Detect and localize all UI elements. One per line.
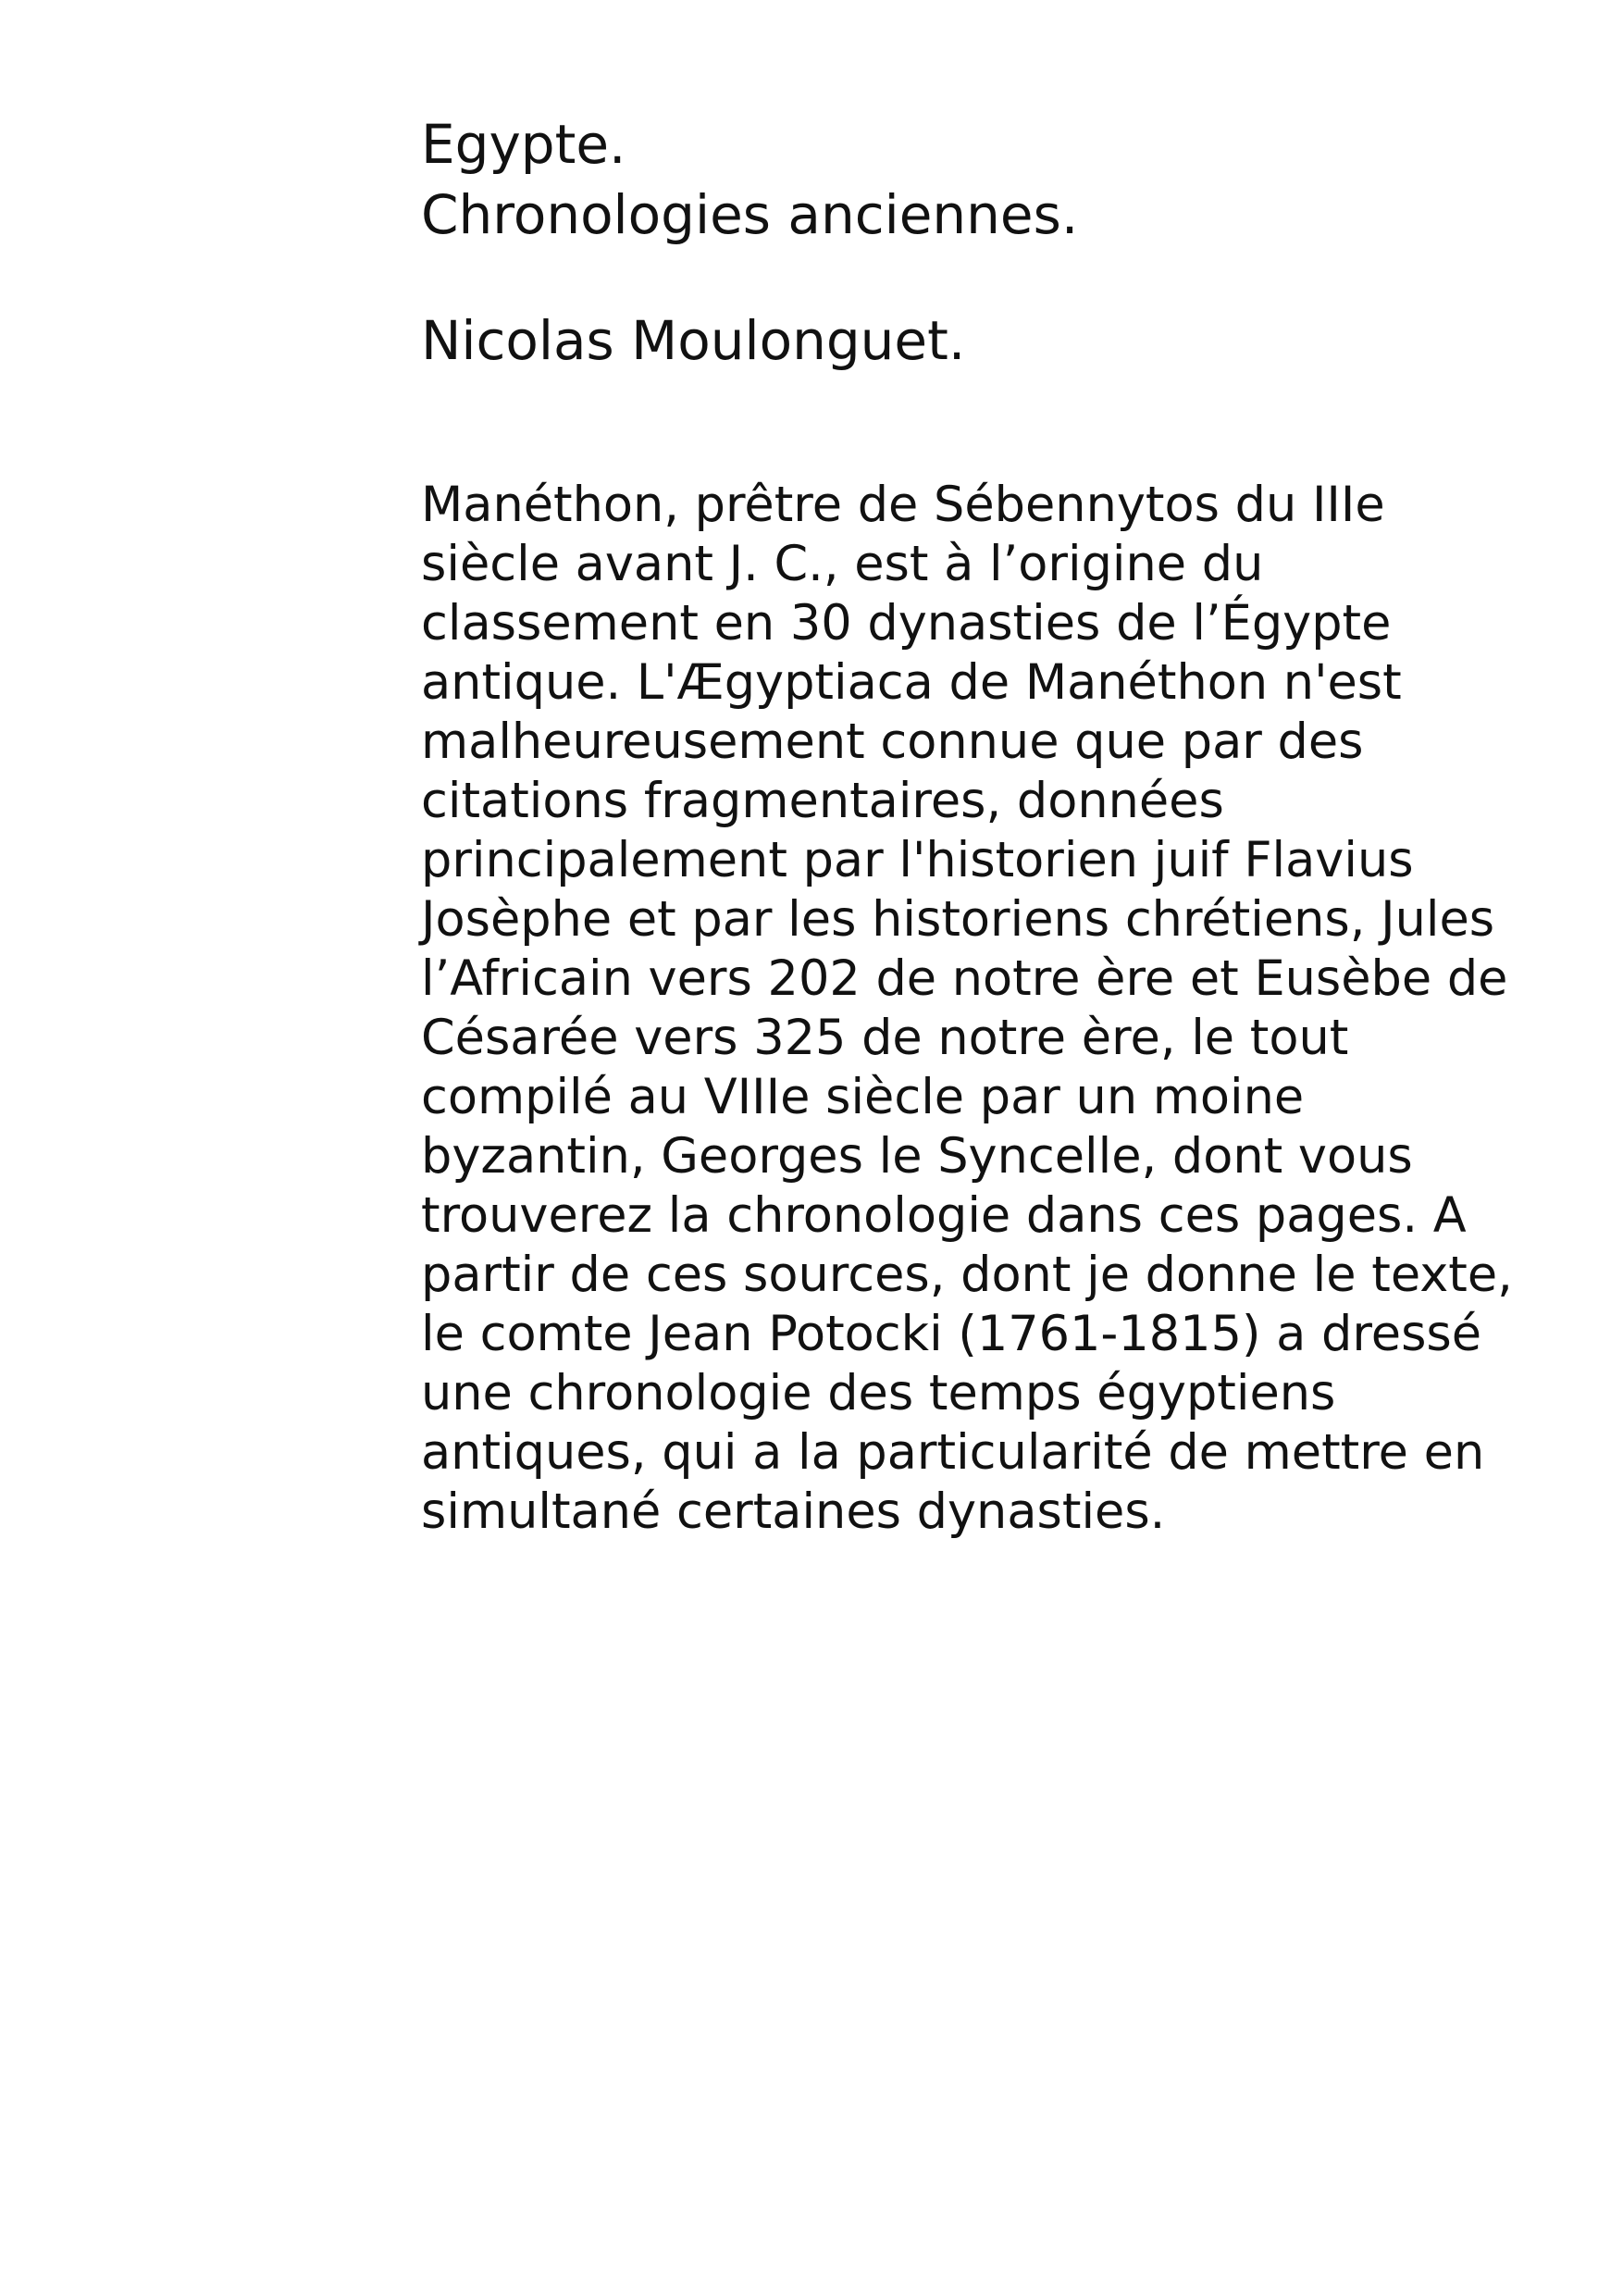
body-line: compilé au VIIIe siècle par un moine — [421, 1069, 1305, 1125]
body-line: malheureusement connue que par des — [421, 714, 1364, 770]
body-line: classement en 30 dynasties de l’Égypte — [421, 595, 1392, 652]
body-line: partir de ces sources, dont je donne le texte, — [421, 1247, 1513, 1303]
body-paragraph — [421, 476, 1531, 1542]
body-line: antique. L'Ægyptiaca de Manéthon n'est — [421, 654, 1402, 711]
body-line: trouverez la chronologie dans ces pages. A — [421, 1187, 1467, 1244]
body-line: l’Africain vers 202 de notre ère et Eusèbe de — [421, 950, 1508, 1007]
body-line: byzantin, Georges le Syncelle, dont vous — [421, 1128, 1413, 1185]
body-line: principalement par l'historien juif Flavius — [421, 832, 1414, 888]
body-line: le comte Jean Potocki (1761-1815) a dressé — [421, 1306, 1482, 1362]
author-name: Nicolas Moulonguet. — [421, 309, 966, 372]
document-title — [421, 109, 1531, 250]
page-content — [421, 109, 1531, 1542]
body-line: antiques, qui a la particularité de mettre en — [421, 1424, 1485, 1481]
body-line: Manéthon, prêtre de Sébennytos du IIIe — [421, 477, 1385, 533]
body-line: siècle avant J. C., est à l’origine du — [421, 536, 1264, 592]
body-line: une chronologie des temps égyptiens — [421, 1365, 1336, 1421]
body-line: citations fragmentaires, données — [421, 773, 1224, 829]
body-line: Césarée vers 325 de notre ère, le tout — [421, 1010, 1349, 1066]
body-line: simultané certaines dynasties. — [421, 1483, 1166, 1540]
title-line-1: Egypte. — [421, 113, 626, 176]
title-line-2: Chronologies anciennes. — [421, 183, 1079, 246]
body-line: Josèphe et par les historiens chrétiens, Jules — [421, 891, 1495, 948]
